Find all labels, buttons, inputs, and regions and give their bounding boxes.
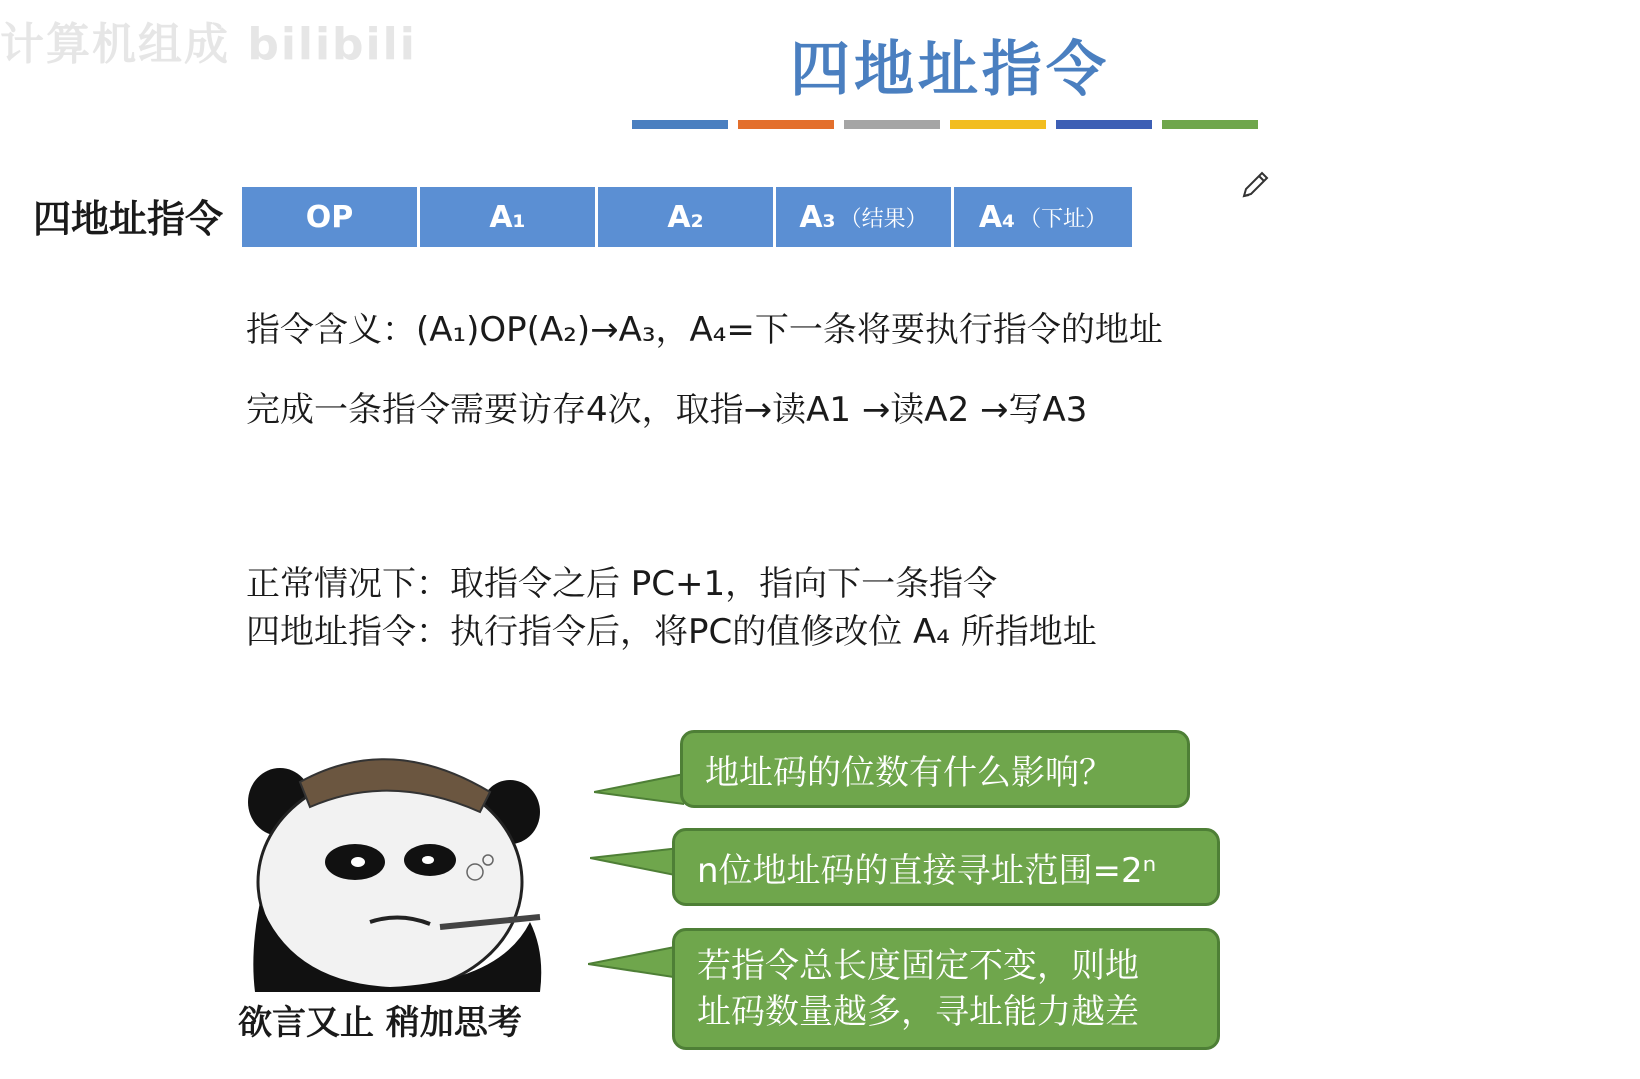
bubble-3-line-1: 若指令总长度固定不变，则地	[697, 946, 1139, 986]
bubble-3-line-2: 址码数量越多，寻址能力越差	[697, 992, 1139, 1032]
field-a2-label: A₂	[667, 199, 704, 235]
speech-bubble-1	[680, 730, 1190, 808]
color-bar-4	[950, 120, 1046, 129]
field-a4	[954, 187, 1132, 247]
field-a3	[776, 187, 954, 247]
field-a3-label: A₃	[799, 199, 836, 235]
color-bar-6	[1162, 120, 1258, 129]
bubble-tail-3	[588, 940, 680, 984]
color-bar-1	[632, 120, 728, 129]
field-op	[242, 187, 420, 247]
color-bar-5	[1056, 120, 1152, 129]
meme-caption: 欲言又止 稍加思考	[238, 1003, 522, 1043]
bubble-tail-2	[590, 842, 680, 882]
field-op-label: OP	[305, 199, 354, 235]
bubble-1-text: 地址码的位数有什么影响？	[705, 752, 1113, 793]
instruction-format	[242, 187, 1132, 247]
format-label: 四地址指令	[33, 197, 224, 241]
bubble-2-text: n位地址码的直接寻址范围=2ⁿ	[697, 850, 1157, 891]
field-a1	[420, 187, 598, 247]
slide-title: 四地址指令	[790, 35, 1110, 105]
field-a3-note: （结果）	[839, 206, 928, 232]
color-bar-3	[844, 120, 940, 129]
panda-meme-image	[240, 752, 560, 992]
field-a4-note: （下址）	[1019, 206, 1108, 232]
color-bar-2	[738, 120, 834, 129]
instruction-meaning: 指令含义：(A₁)OP(A₂)→A₃，A₄=下一条将要执行指令的地址	[246, 310, 1163, 350]
watermark: 计算机组成 bilibili	[0, 19, 417, 70]
speech-bubble-2	[672, 828, 1220, 906]
field-a4-label: A₄	[978, 199, 1016, 235]
field-a1-label: A₁	[489, 199, 526, 235]
pencil-icon[interactable]	[1238, 168, 1272, 202]
speech-bubble-3	[672, 928, 1220, 1050]
bubble-tail-1	[594, 770, 684, 810]
normal-pc-text: 正常情况下：取指令之后 PC+1，指向下一条指令	[246, 564, 998, 604]
four-address-pc-text: 四地址指令：执行指令后，将PC的值修改位 A₄ 所指地址	[246, 612, 1097, 652]
memory-access-text: 完成一条指令需要访存4次，取指→读A1 →读A2 →写A3	[246, 390, 1088, 430]
field-a2	[598, 187, 776, 247]
